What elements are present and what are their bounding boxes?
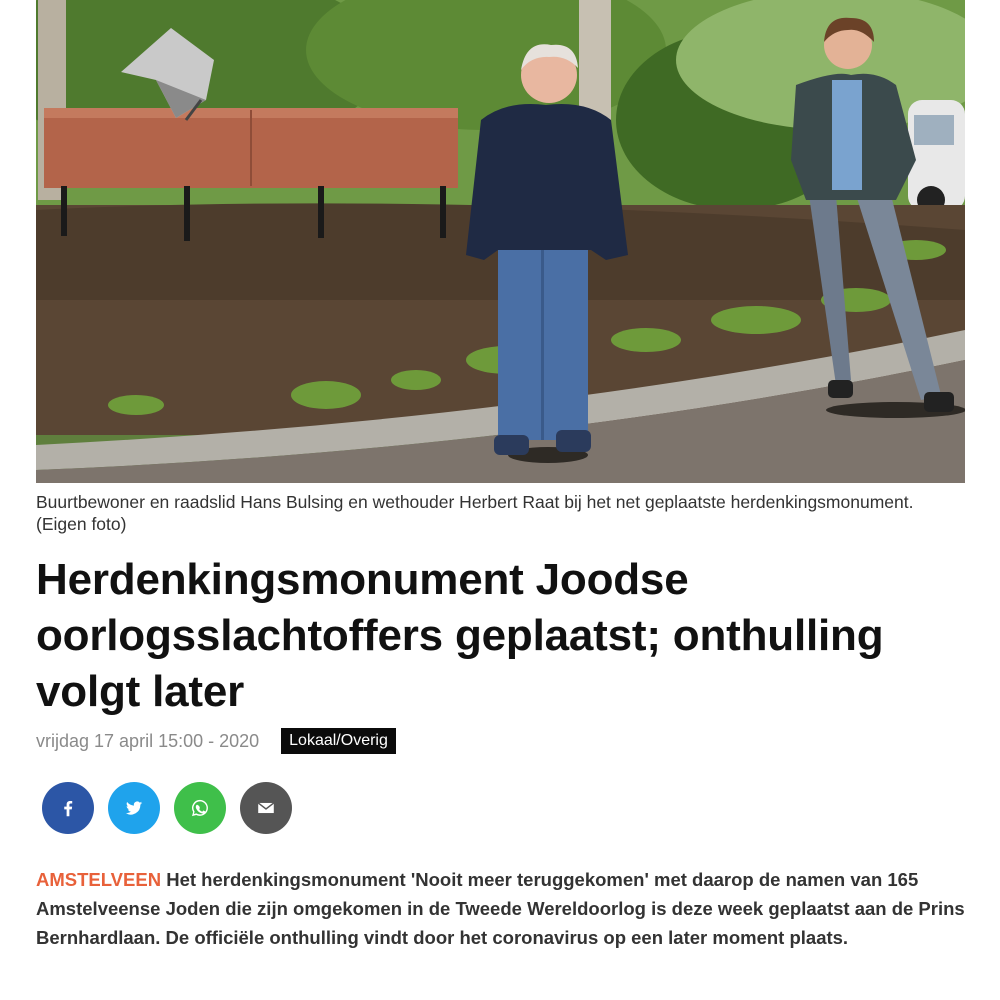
intro-text: Het herdenkingsmonument 'Nooit meer teruggekomen' met daarop de namen van 165 Amstelveense Joden die zijn omgekomen in de Tweede Wereldoorlog is deze week geplaatst aan de Prins Bernhardlaan. De officiële onthulling vindt door het coronavirus op een later moment plaats.	[36, 869, 965, 948]
share-buttons	[42, 782, 292, 834]
share-email-button[interactable]	[240, 782, 292, 834]
share-twitter-button[interactable]	[108, 782, 160, 834]
share-whatsapp-button[interactable]	[174, 782, 226, 834]
mail-icon	[255, 797, 277, 819]
share-facebook-button[interactable]	[42, 782, 94, 834]
publish-date: vrijdag 17 april 15:00 - 2020	[36, 730, 260, 751]
facebook-icon	[57, 797, 79, 819]
article-photo	[36, 0, 965, 483]
article-headline: Herdenkingsmonument Joodse oorlogsslachtoffers geplaatst; onthulling volgt later	[36, 555, 884, 716]
whatsapp-icon	[189, 797, 211, 819]
article-intro	[36, 865, 971, 952]
article-meta	[36, 727, 396, 755]
photo-caption: Buurtbewoner en raadslid Hans Bulsing en wethouder Herbert Raat bij het net geplaatste herdenkingsmonument. (Eigen foto)	[36, 492, 914, 534]
twitter-icon	[123, 797, 145, 819]
dateline: AMSTELVEEN	[36, 869, 162, 890]
category-tag[interactable]: Lokaal/Overig	[281, 728, 396, 754]
